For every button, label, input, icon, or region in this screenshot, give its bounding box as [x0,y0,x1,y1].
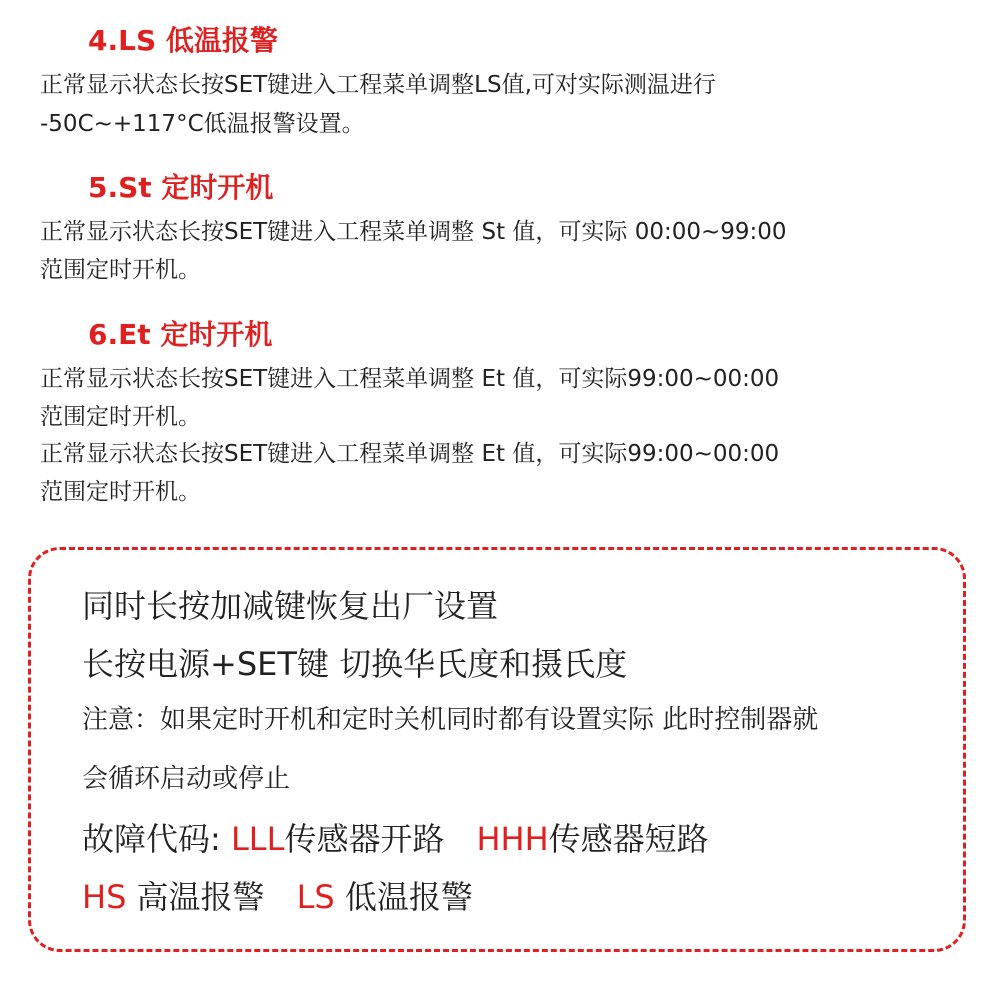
alarm-code-ls-desc: 低温报警 [334,878,473,916]
alarm-code-hs: HS [82,878,127,916]
notice-unit-switch-line: 长按电源+SET键 切换华氏度和摄氏度 [82,645,628,683]
alarm-codes-line [82,878,473,916]
section-st-line-2: 范围定时开机。 [40,257,201,283]
alarm-code-ls: LS [296,878,335,916]
section-et-line-4: 范围定时开机。 [40,479,201,505]
fault-codes-label: 故障代码: [82,820,231,858]
section-st-line-1: 正常显示状态长按SET键进入工程菜单调整 St 值，可实际 00:00~99:00 [40,219,787,245]
fault-code-hhh: HHH [476,820,549,858]
notice-reset-line: 同时长按加减键恢复出厂设置 [82,587,499,625]
section-ls-line-1: 正常显示状态长按SET键进入工程菜单调整LS值,可对实际测温进行 [40,72,716,98]
section-title-ls: 4.LS 低温报警 [88,24,278,57]
section-title-st: 5.St 定时开机 [88,171,274,204]
section-et-line-3: 正常显示状态长按SET键进入工程菜单调整 Et 值，可实际99:00~00:00 [40,441,780,467]
fault-code-lll: LLL [230,820,285,858]
alarm-code-hs-desc: 高温报警 [126,878,265,916]
section-et-line-1: 正常显示状态长按SET键进入工程菜单调整 Et 值，可实际99:00~00:00 [40,366,780,392]
notice-warning-line-2: 会循环启动或停止 [82,764,291,794]
fault-codes-line [82,820,709,858]
notice-warning-line-1: 注意：如果定时开机和定时关机同时都有设置实际 此时控制器就 [82,705,819,735]
fault-code-lll-desc: 传感器开路 [284,820,445,858]
section-title-et: 6.Et 定时开机 [88,318,273,351]
section-et-line-2: 范围定时开机。 [40,404,201,430]
fault-code-hhh-desc: 传感器短路 [548,820,709,858]
section-ls-line-2: -50C~+117°C低温报警设置。 [40,111,365,137]
